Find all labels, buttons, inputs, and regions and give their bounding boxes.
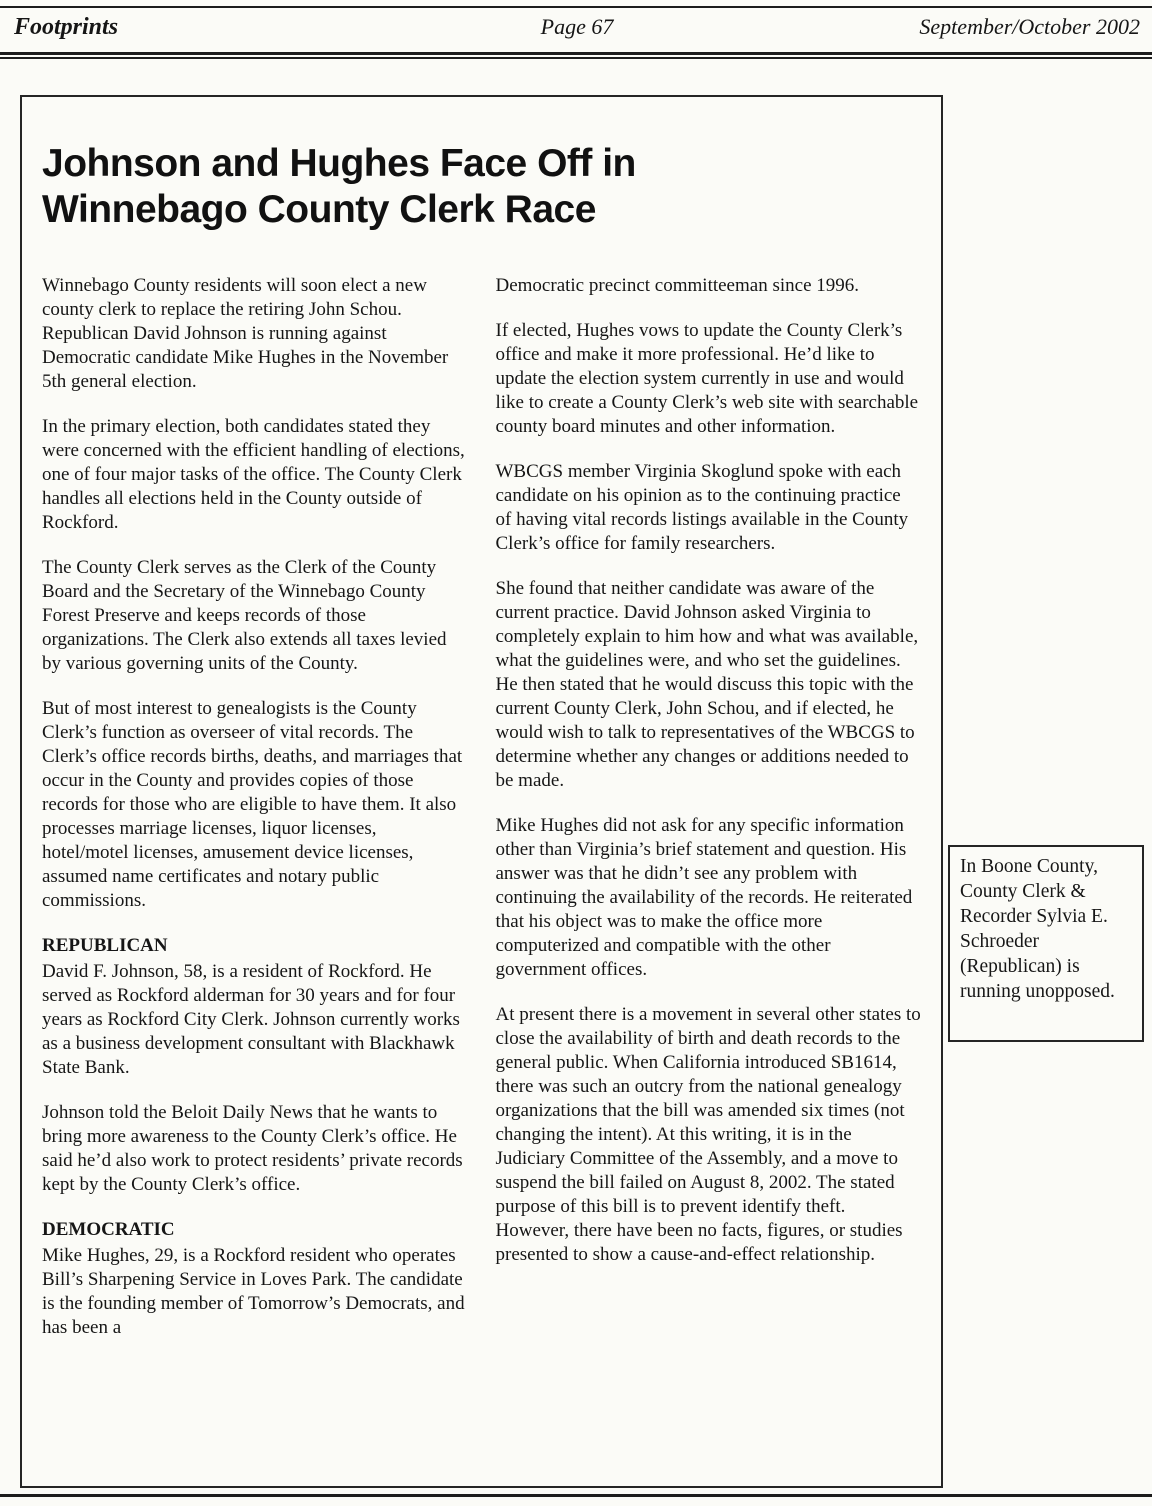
page-header bbox=[14, 14, 1140, 41]
article-paragraph: Johnson told the Beloit Daily News that he wants to bring more awareness to the County Clerk’s office. He said he’d also work to protect residents’ private records kept by the County Clerk’s office. bbox=[42, 1102, 463, 1196]
article-columns bbox=[42, 274, 921, 1361]
section-heading-republican: REPUBLICAN bbox=[42, 935, 168, 957]
sidebar-text: In Boone County, County Clerk & Recorder Sylvia E. Schroeder (Republican) is running unopposed. bbox=[960, 856, 1115, 1002]
article-paragraph: The County Clerk serves as the Clerk of the County Board and the Secretary of the Winnebago County Forest Preserve and keeps records of those organizations. The Clerk also extends all taxes levied by various governing units of the County. bbox=[42, 557, 447, 675]
page-number: Page 67 bbox=[540, 14, 614, 39]
section-heading-democratic: DEMOCRATIC bbox=[42, 1219, 175, 1241]
article-paragraph: David F. Johnson, 58, is a resident of Rockford. He served as Rockford alderman for 30 years and for four years as Rockford City Clerk. Johnson currently works as a business development consultant with Blackhawk State Bank. bbox=[42, 961, 460, 1079]
article-column-right bbox=[496, 274, 922, 1361]
article-paragraph: Democratic precinct committeeman since 1996. bbox=[495, 275, 859, 297]
article-paragraph: She found that neither candidate was aware of the current practice. David Johnson asked Virginia to completely explain to him how and what was available, what the guidelines were, and who set the guidelines. He then stated that he would discuss this topic with the current County Clerk, John Schou, and if elected, he would wish to talk to representatives of the WBCGS to determine whether any changes or additions needed to be made. bbox=[495, 578, 919, 792]
article-paragraph: In the primary election, both candidates stated they were concerned with the efficient handling of elections, one of four major tasks of the office. The County Clerk handles all elections held in the County outside of Rockford. bbox=[42, 416, 465, 534]
header-double-rule bbox=[0, 52, 1152, 59]
article-paragraph: At present there is a movement in several other states to close the availability of birth and death records to the general public. When California introduced SB1614, there was such an outcry from the national genealogy organizations that the bill was amended six times (not changing the intent). At this writing, it is in the Judiciary Committee of the Assembly, and a move to suspend the bill failed on August 8, 2002. The stated purpose of this bill is to prevent identify theft. However, there have been no facts, figures, or studies presented to show a cause-and-effect relationship. bbox=[495, 1004, 921, 1266]
article-column-left bbox=[42, 274, 468, 1361]
bottom-rule bbox=[0, 1494, 1152, 1497]
article-box bbox=[20, 95, 943, 1488]
article-title: Johnson and Hughes Face Off in Winnebago County Clerk Race bbox=[42, 142, 636, 231]
article-paragraph: But of most interest to genealogists is the County Clerk’s function as overseer of vital records. The Clerk’s office records births, deaths, and marriages that occur in the County and provides copies of those records for those who are eligible to have them. It also processes marriage licenses, liquor licenses, hotel/motel licenses, amusement device licenses, assumed name certificates and notary public commissions. bbox=[42, 698, 463, 912]
article-paragraph: Mike Hughes, 29, is a Rockford resident who operates Bill’s Sharpening Service in Loves Park. The candidate is the founding member of Tomorrow’s Democrats, and has been a bbox=[42, 1245, 465, 1339]
article-paragraph: Mike Hughes did not ask for any specific information other than Virginia’s brief statement and question. His answer was that he didn’t see any problem with continuing the availability of the records. He reiterated that his object was to make the office more computerized and compatible with the other government offices. bbox=[495, 815, 913, 981]
sidebar-note bbox=[948, 845, 1144, 1042]
article-paragraph: WBCGS member Virginia Skoglund spoke with each candidate on his opinion as to the continuing practice of having vital records listings available in the County Clerk’s office for family researchers. bbox=[495, 461, 909, 555]
top-rule bbox=[0, 6, 1152, 8]
issue-date: September/October 2002 bbox=[919, 14, 1140, 39]
article-paragraph: If elected, Hughes vows to update the County Clerk’s office and make it more professional. He’d like to update the election system currently in use and would like to create a County Clerk’s web site with searchable county board minutes and other information. bbox=[495, 320, 919, 438]
article-paragraph: Winnebago County residents will soon elect a new county clerk to replace the retiring John Schou. Republican David Johnson is running against Democratic candidate Mike Hughes in the November 5th general election. bbox=[42, 275, 449, 393]
newsletter-title: Footprints bbox=[14, 14, 119, 40]
